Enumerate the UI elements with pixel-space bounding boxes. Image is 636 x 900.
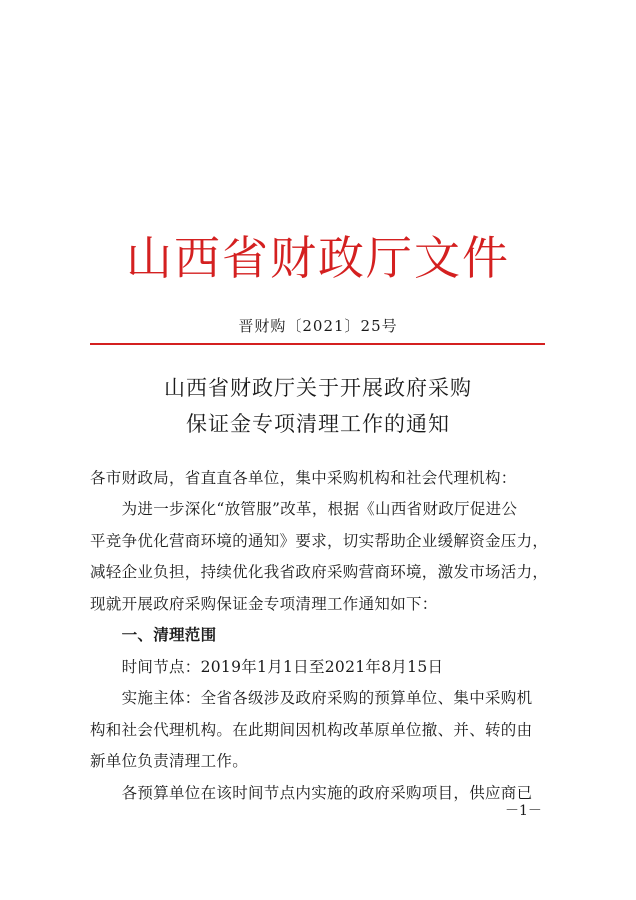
intro-line: 减轻企业负担，持续优化我省政府采购营商环境，激发市场活力，: [90, 563, 549, 581]
red-divider-line: [90, 343, 545, 345]
page-number: －1－: [505, 803, 542, 819]
document-header-title: 山西省财政厅文件: [126, 231, 510, 285]
intro-line: 为进一步深化“放管服”改革，根据《山西省财政厅促进公: [90, 500, 518, 518]
salutation: 各市财政局，省直直各单位，集中采购机构和社会代理机构：: [90, 469, 517, 487]
time-node-line: 时间节点：2019年1月1日至2021年8月15日: [90, 658, 444, 676]
intro-line: 现就开展政府采购保证金专项清理工作通知如下：: [90, 595, 438, 613]
subject-line: 新单位负责清理工作。: [90, 752, 249, 770]
notice-title-line-2: 保证金专项清理工作的通知: [186, 412, 450, 436]
last-line: 各预算单位在该时间节点内实施的政府采购项目，供应商已: [90, 784, 533, 802]
intro-line: 平竞争优化营商环境的通知》要求，切实帮助企业缓解资金压力，: [90, 532, 549, 550]
document-number: 晋财购〔2021〕25号: [238, 317, 398, 335]
subject-line: 实施主体：全省各级涉及政府采购的预算单位、集中采购机: [90, 689, 533, 707]
notice-title-line-1: 山西省财政厅关于开展政府采购: [164, 376, 472, 400]
subject-line: 构和社会代理机构。在此期间因机构改革原单位撤、并、转的由: [90, 721, 533, 739]
section-1-title: 一、清理范围: [90, 626, 217, 644]
